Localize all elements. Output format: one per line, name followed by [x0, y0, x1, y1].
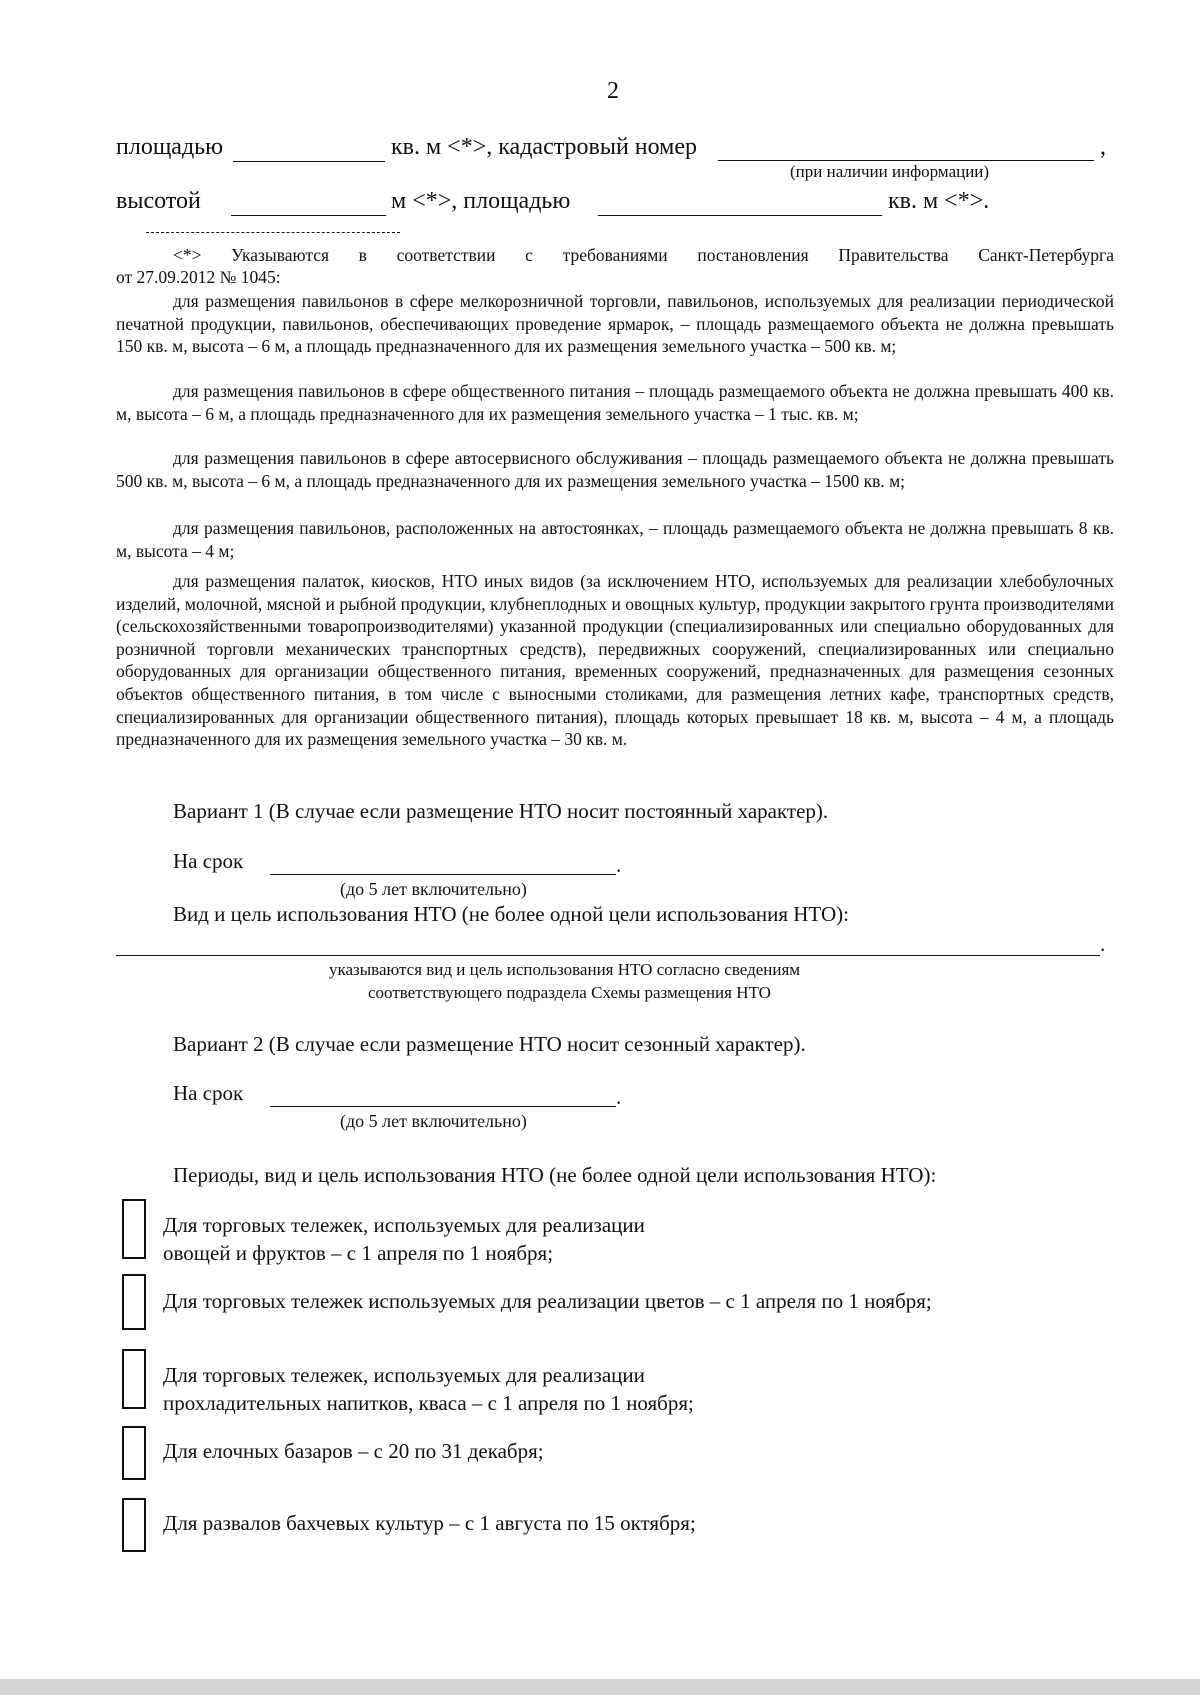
- footnote-paragraph-4: для размещения павильонов, расположенных на автостоянках, – площадь размещаемого объекта не должна превышать 8 кв. м, высота – 4 м;: [116, 518, 1114, 561]
- height-input-line[interactable]: [231, 215, 386, 216]
- cadastral-number-input-line[interactable]: [718, 160, 1094, 161]
- option-label-line2: прохладительных напитков, кваса – с 1 апреля по 1 ноября;: [163, 1391, 694, 1415]
- option-checkbox-vegetables-fruits[interactable]: [122, 1199, 146, 1259]
- option-label-line1: Для торговых тележек используемых для реализации цветов – с 1 апреля по 1 ноября;: [163, 1289, 932, 1313]
- variant1-purpose-input-line[interactable]: [116, 955, 1100, 956]
- variant1-purpose-caption-line1: указываются вид и цель использования НТО согласно сведениям: [329, 960, 801, 979]
- height-unit-area-label: м <*>, площадью: [391, 188, 571, 214]
- footnote-intro-line2: от 27.09.2012 № 1045:: [116, 267, 281, 287]
- footnote-paragraph-3: для размещения павильонов в сфере автосервисного обслуживания – площадь размещаемого объекта не должна превышать 500 кв. м, высота – 6 м, а площадь предназначенного для их размещения земельного участка – 1500 кв. м;: [116, 448, 1114, 491]
- footnote-separator: [146, 232, 400, 233]
- page-bottom-edge: [0, 1679, 1200, 1695]
- footnote-paragraph-1: для размещения павильонов в сфере мелкорозничной торговли, павильонов, используемых для реализации периодической печатной продукции, павильонов, обеспечивающих проведение ярмарок, – площадь размещаемого объекта не должна превышать 150 кв. м, высота – 6 м, а площадь предназначенного для их размещения земельного участка – 500 кв. м;: [116, 291, 1114, 357]
- option-checkbox-christmas-tree-bazaars[interactable]: [122, 1426, 146, 1480]
- area-label: площадью: [116, 134, 224, 160]
- variant2-term-input-line[interactable]: [270, 1106, 616, 1107]
- footnote-paragraph-2: для размещения павильонов в сфере общественного питания – площадь размещаемого объекта не должна превышать 400 кв. м, высота – 6 м, а площадь предназначенного для их размещения земельного участка – 1 тыс. кв. м;: [116, 381, 1114, 424]
- area2-unit: кв. м <*>.: [888, 188, 990, 214]
- variant2-term-end: .: [616, 1085, 622, 1109]
- option-label-line1: Для торговых тележек, используемых для реализации: [163, 1363, 645, 1387]
- page-number: 2: [607, 78, 619, 104]
- variant1-purpose-end: .: [1100, 932, 1106, 956]
- variant2-term-label: На срок: [173, 1081, 244, 1105]
- footnote-paragraph-5: для размещения палаток, киосков, НТО иных видов (за исключением НТО, используемых для реализации хлебобулочных изделий, молочной, мясной и рыбной продукции, клубнеплодных и овощных культур, продукции закрытого грунта производителями (сельскохозяйственными товаропроизводителями) указанной продукции (специализированных или специально оборудованных для розничной торговли механических транспортных средств), передвижных сооружений, специализированных или специально оборудованных для организации общественного питания, временных сооружений, предназначенных для размещения сезонных объектов общественного питания, в том числе с выносными столиками, для размещения летних кафе, транспортных средств, специализированных для организации общественного питания), площадь которых превышает 18 кв. м, высота – 4 м, а площадь предназначенного для их размещения земельного участка – 30 кв. м.: [116, 571, 1114, 750]
- variant2-title: Вариант 2 (В случае если размещение НТО носит сезонный характер).: [173, 1032, 806, 1056]
- option-checkbox-melon-stalls[interactable]: [122, 1498, 146, 1552]
- variant1-term-caption: (до 5 лет включительно): [340, 879, 527, 899]
- variant1-purpose-label: Вид и цель использования НТО (не более одной цели использования НТО):: [173, 902, 849, 926]
- cadastral-caption: (при наличии информации): [790, 162, 990, 181]
- option-label-line1: Для елочных базаров – с 20 по 31 декабря;: [163, 1439, 544, 1463]
- height-label: высотой: [116, 188, 201, 214]
- option-label-line2: овощей и фруктов – с 1 апреля по 1 ноября;: [163, 1241, 554, 1265]
- variant1-term-input-line[interactable]: [270, 874, 616, 875]
- area2-input-line[interactable]: [598, 215, 882, 216]
- area-unit-cadastral-label: кв. м <*>, кадастровый номер: [391, 134, 698, 160]
- variant2-periods-label: Периоды, вид и цель использования НТО (не более одной цели использования НТО):: [173, 1163, 937, 1187]
- comma: ,: [1100, 134, 1106, 160]
- variant2-term-caption: (до 5 лет включительно): [340, 1111, 527, 1131]
- variant1-term-label: На срок: [173, 849, 244, 873]
- option-checkbox-flowers[interactable]: [122, 1274, 146, 1330]
- variant1-purpose-caption-line2: соответствующего подраздела Схемы размещения НТО: [368, 983, 771, 1002]
- option-label-line1: Для торговых тележек, используемых для реализации: [163, 1213, 645, 1237]
- area-input-line[interactable]: [233, 161, 385, 162]
- option-label-line1: Для развалов бахчевых культур – с 1 августа по 15 октября;: [163, 1511, 696, 1535]
- option-checkbox-soft-drinks-kvass[interactable]: [122, 1349, 146, 1409]
- variant1-title: Вариант 1 (В случае если размещение НТО носит постоянный характер).: [173, 799, 829, 823]
- footnote-intro-line1: <*> Указываются в соответствии с требованиями постановления Правительства Санкт-Петербурга: [173, 245, 1114, 265]
- variant1-term-end: .: [616, 853, 622, 877]
